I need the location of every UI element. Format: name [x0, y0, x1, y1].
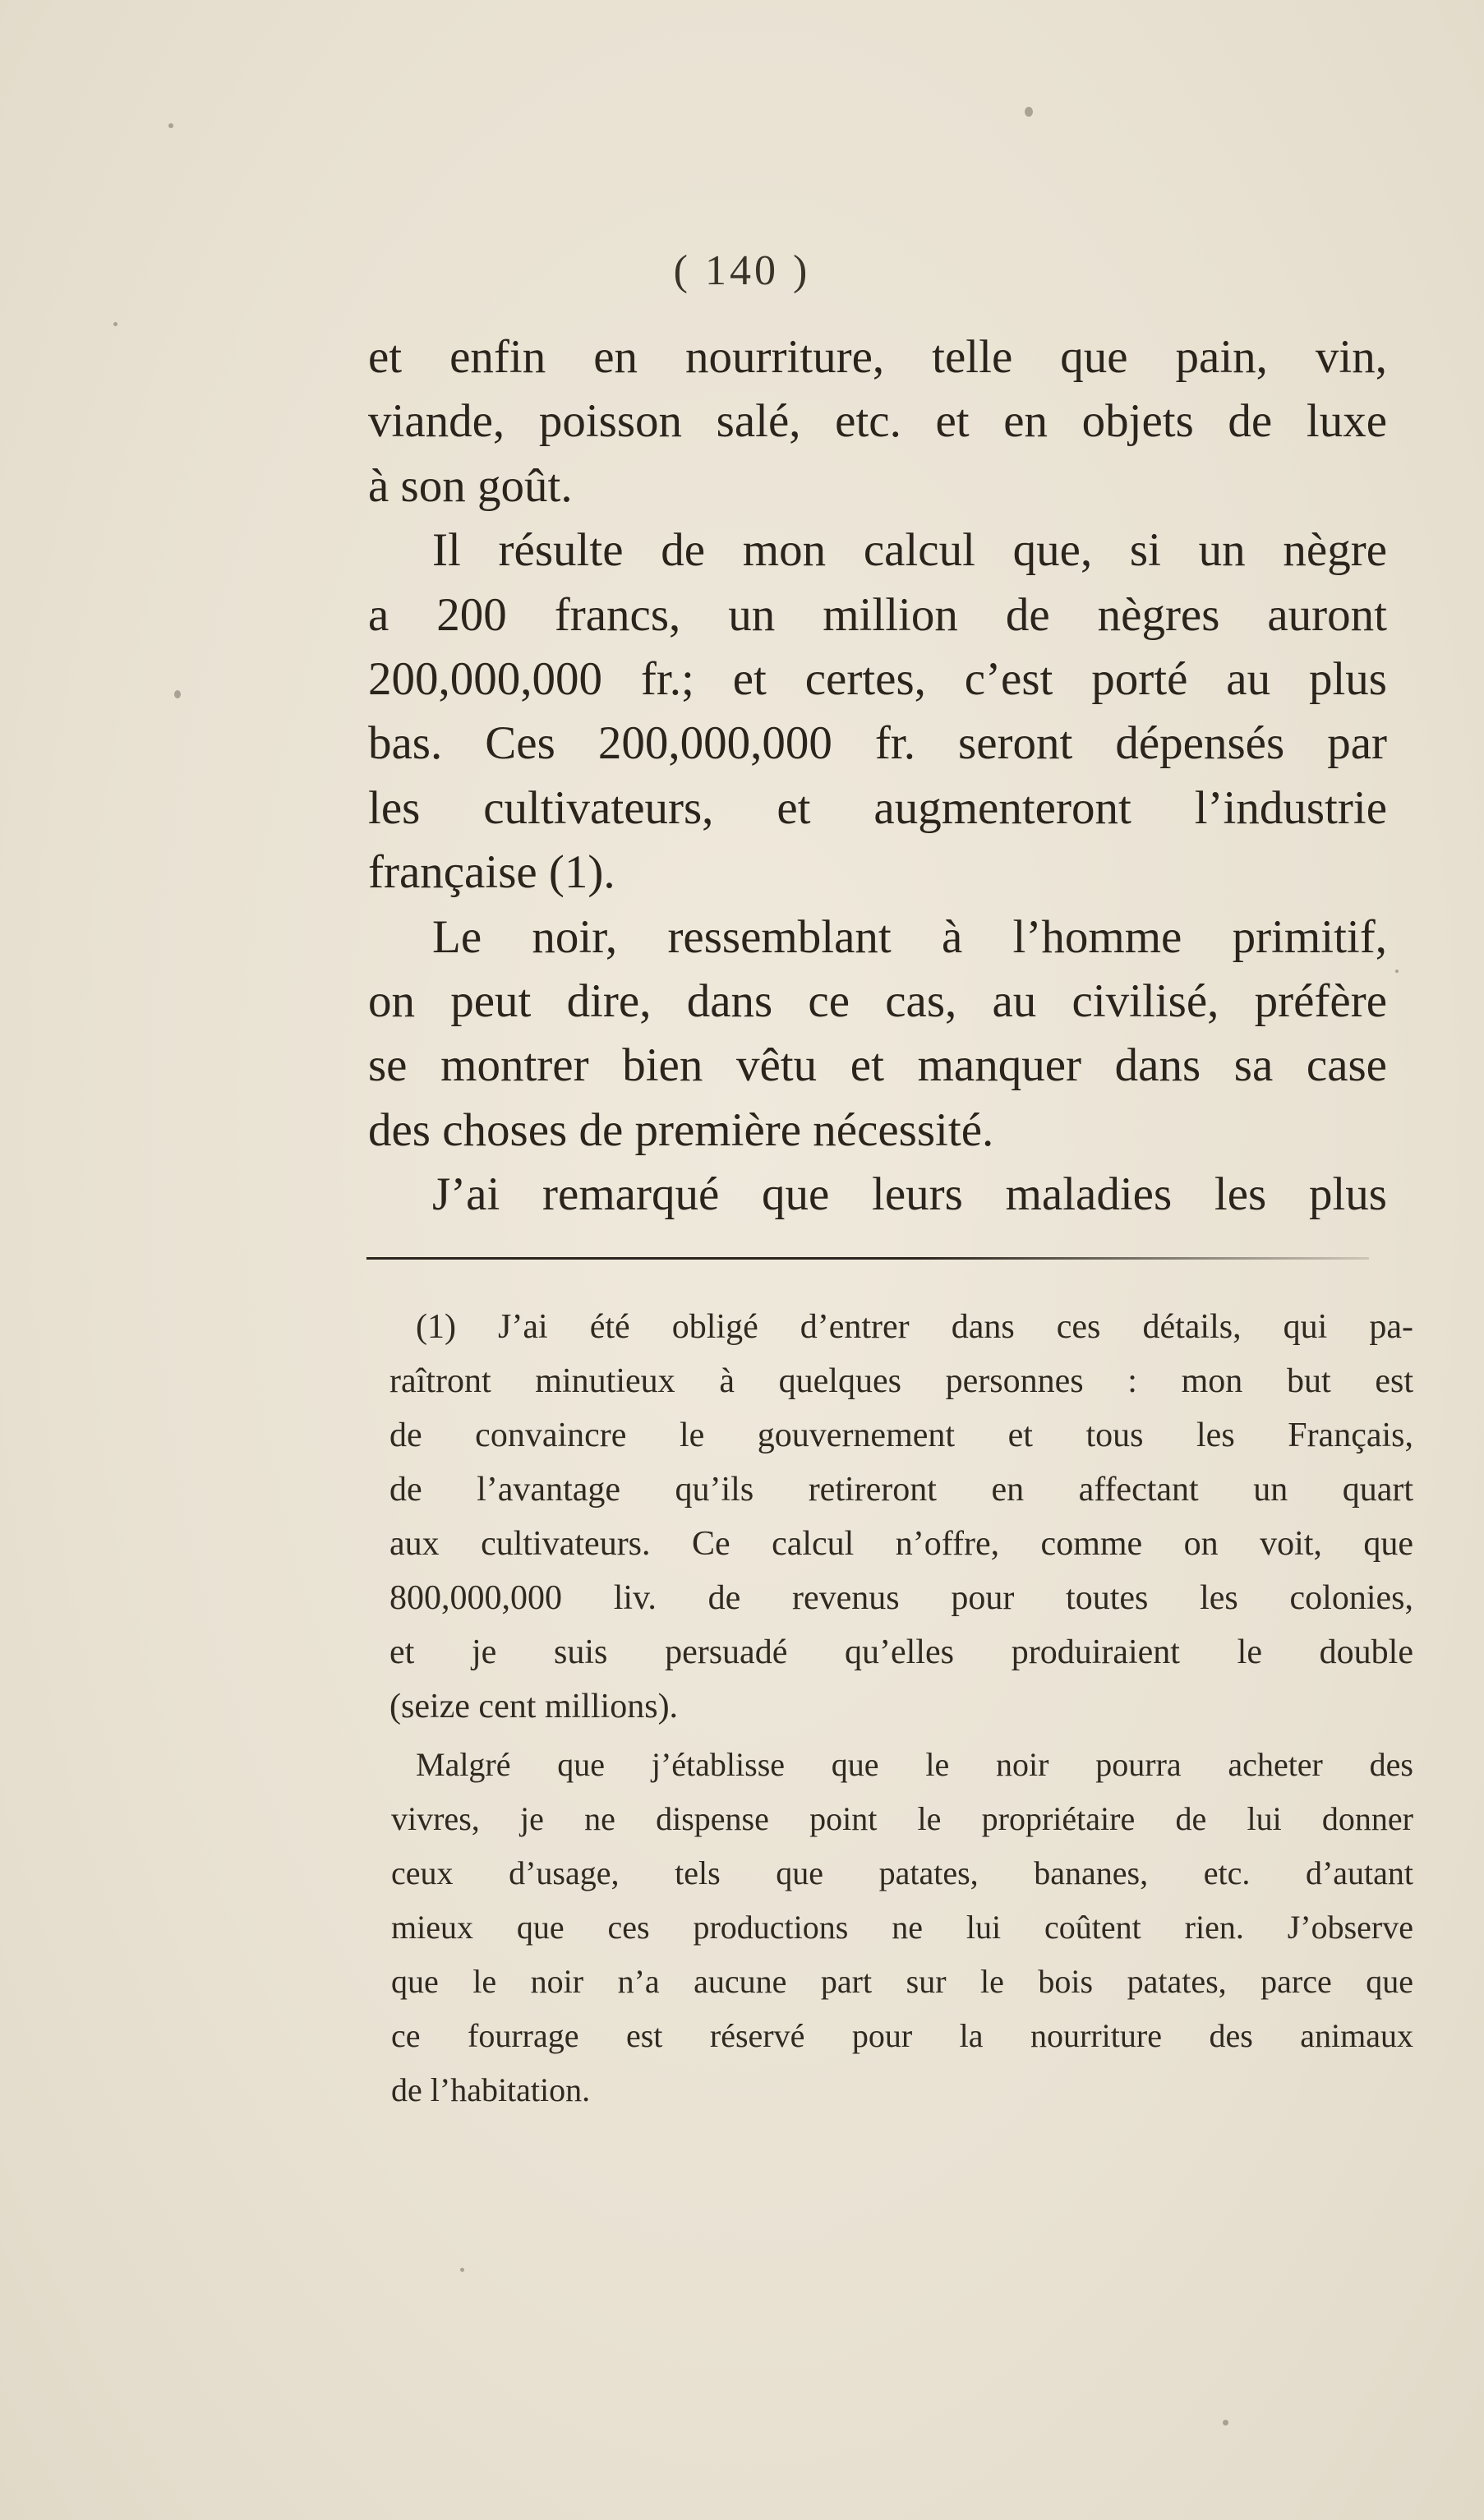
- footnote-line: mieux que ces productions ne lui coûtent rien. J’observe: [391, 1909, 1413, 1946]
- footnote-line: (seize cent millions).: [389, 1688, 679, 1725]
- text-line: Le noir, ressemblant à l’homme primitif,: [432, 910, 1387, 963]
- paper-speck: [174, 690, 181, 698]
- paper-speck: [168, 123, 173, 128]
- paper-speck: [1223, 2420, 1228, 2426]
- text-line: à son goût.: [368, 459, 573, 512]
- text-line: française (1).: [368, 846, 615, 899]
- text-line: on peut dire, dans ce cas, au civilisé, préfère: [368, 975, 1387, 1028]
- paper-speck: [1395, 970, 1399, 973]
- footnote-line: aux cultivateurs. Ce calcul n’offre, comme on voit, que: [389, 1525, 1413, 1563]
- footnote-line: (1) J’ai été obligé d’entrer dans ces détails, qui pa-: [416, 1308, 1413, 1346]
- footnote-divider: [366, 1257, 1369, 1260]
- footnote-line: ceux d’usage, tels que patates, bananes, etc. d’autant: [391, 1854, 1413, 1891]
- footnote-line: que le noir n’a aucune part sur le bois patates, parce que: [391, 1963, 1413, 2000]
- footnote: [386, 1300, 1413, 1734]
- text-line: a 200 francs, un million de nègres auront: [368, 588, 1387, 641]
- footnote-line: et je suis persuadé qu’elles produiraient le double: [389, 1633, 1413, 1671]
- footnote-continuation: [391, 1738, 1413, 2117]
- footnote-line: 800,000,000 liv. de revenus pour toutes les colonies,: [389, 1579, 1413, 1617]
- main-text-body: [368, 325, 1387, 1228]
- paper-speck: [113, 322, 118, 326]
- footnote-line: de l’avantage qu’ils retireront en affectant un quart: [389, 1471, 1413, 1509]
- text-line: les cultivateurs, et augmenteront l’industrie: [368, 781, 1387, 834]
- page-number: ( 140 ): [673, 247, 811, 294]
- text-line: se montrer bien vêtu et manquer dans sa case: [368, 1039, 1387, 1092]
- footnote-line: de convaincre le gouvernement et tous les Français,: [389, 1417, 1413, 1454]
- text-line: 200,000,000 fr.; et certes, c’est porté au plus: [368, 653, 1387, 706]
- text-line: des choses de première nécessité.: [368, 1103, 994, 1156]
- text-line: viande, poisson salé, etc. et en objets de luxe: [368, 395, 1387, 448]
- footnote-line: de l’habitation.: [391, 2071, 591, 2108]
- footnote-line: raîtront minutieux à quelques personnes : mon but est: [389, 1362, 1413, 1400]
- footnote-line: ce fourrage est réservé pour la nourriture des animaux: [391, 2017, 1413, 2054]
- paper-speck: [460, 2268, 464, 2272]
- text-line: bas. Ces 200,000,000 fr. seront dépensés par: [368, 717, 1387, 770]
- text-line: Il résulte de mon calcul que, si un nègre: [432, 524, 1387, 577]
- footnote-line: Malgré que j’établisse que le noir pourra acheter des: [416, 1746, 1413, 1783]
- text-line: J’ai remarqué que leurs maladies les plus: [432, 1168, 1387, 1221]
- paper-speck: [1025, 107, 1033, 117]
- footnote-line: vivres, je ne dispense point le propriétaire de lui donner: [391, 1800, 1413, 1837]
- text-line: et enfin en nourriture, telle que pain, vin,: [368, 331, 1387, 383]
